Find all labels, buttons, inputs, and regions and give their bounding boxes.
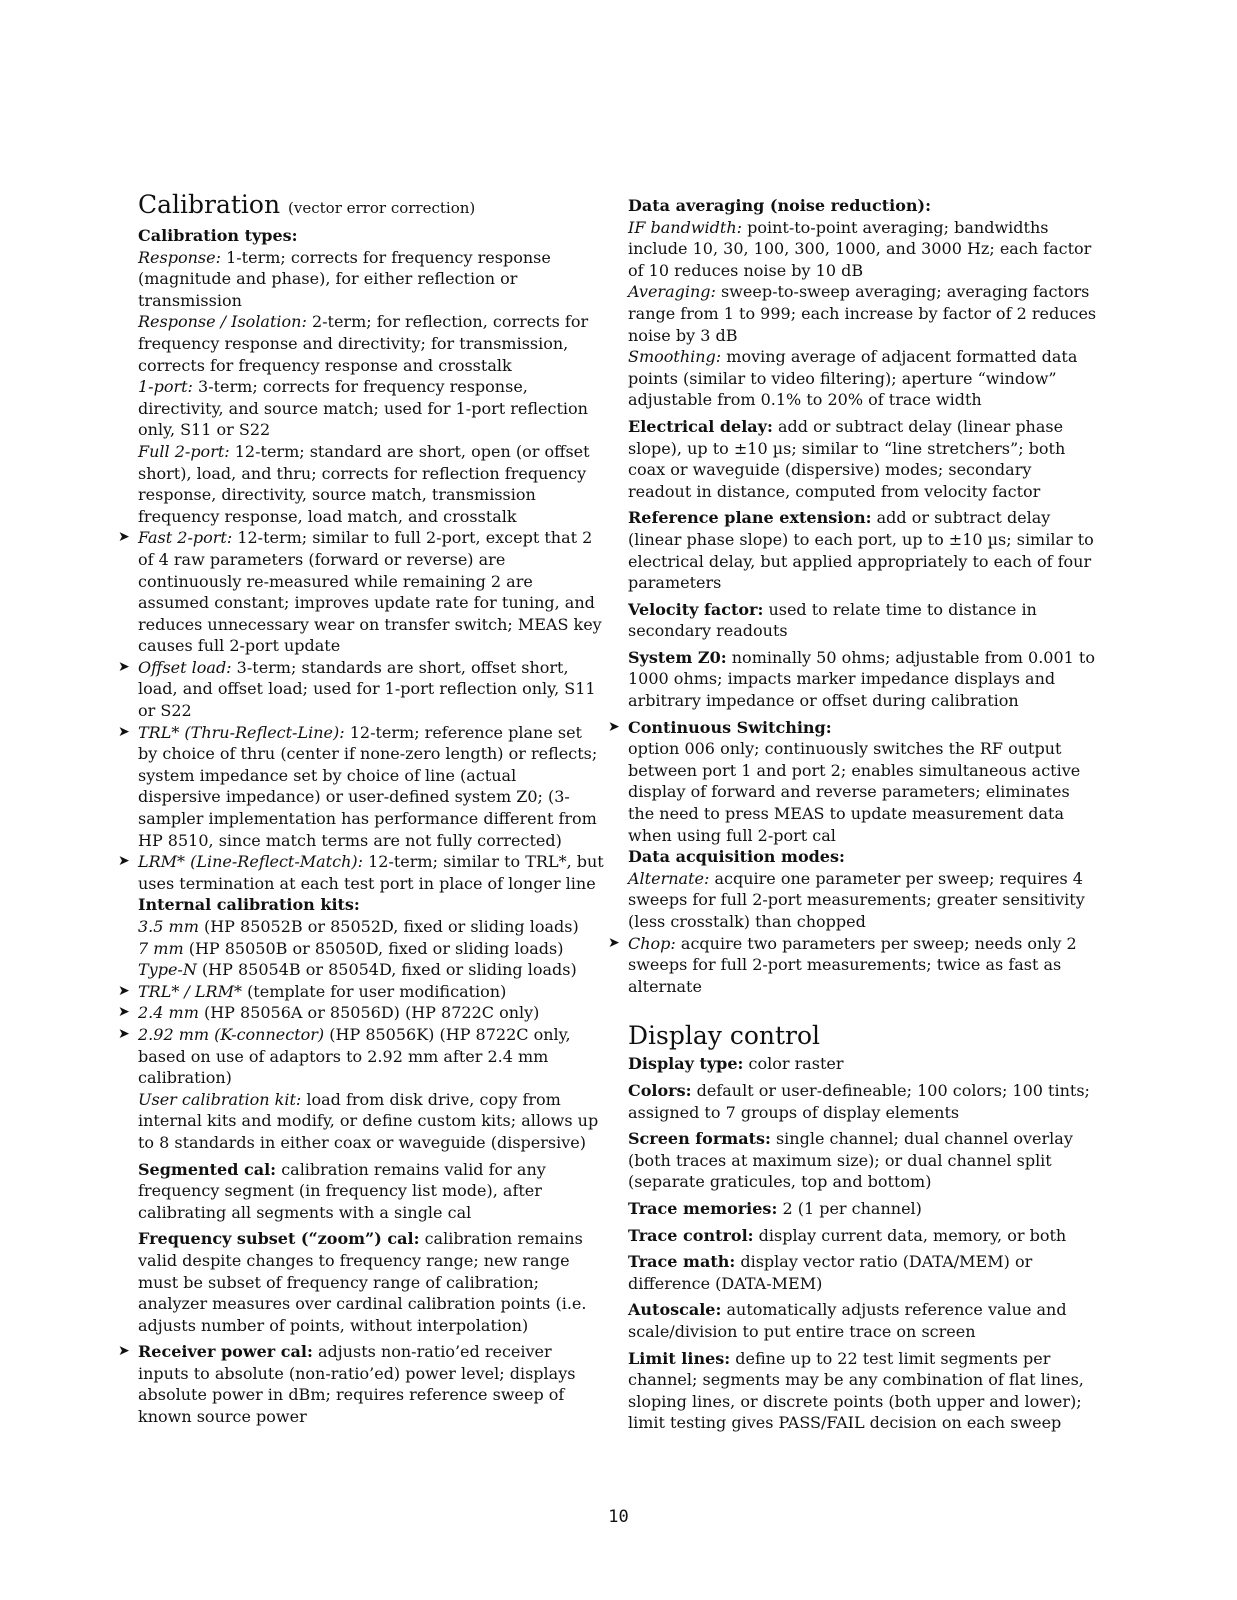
description: 12-term; similar to TRL*, but uses termination at each test port in place of longer line [138, 852, 604, 893]
cal-type-fast-2-port [118, 527, 604, 657]
pointing-hand-icon: ➤ [118, 982, 130, 999]
term: Velocity factor: [628, 599, 764, 619]
term: Reference plane extension: [628, 508, 872, 528]
receiver-power-cal [118, 1341, 604, 1427]
pointing-hand-icon: ➤ [118, 1025, 130, 1042]
cal-type-response-isolation [138, 311, 604, 376]
section-heading: Calibration [138, 190, 281, 219]
cal-type-1-port [138, 376, 604, 441]
acq-chop [608, 933, 1098, 998]
description: add or subtract delay (linear phase slope) to each port, up to ±10 µs; similar to electrical delay, but applied appropriately to each of four parameters [628, 508, 1094, 593]
avg-smoothing [628, 346, 1098, 411]
description: (template for user modification) [247, 981, 507, 1001]
data-averaging-heading: Data averaging (noise reduction): [628, 196, 931, 215]
description: acquire one parameter per sweep; requires 4 sweeps for full 2-port measurements; greater sensitivity (less crosstalk) than chopped [628, 868, 1085, 931]
description: display vector ratio (DATA/MEM) or difference (DATA-MEM) [628, 1252, 1033, 1293]
description: (HP 85052B or 85052D, fixed or sliding loads) [203, 917, 579, 936]
description: nominally 50 ohms; adjustable from 0.001 to 1000 ohms; impacts marker impedance displays and arbitrary impedance or offset during calibration [628, 647, 1095, 711]
continuous-switching [608, 717, 1098, 847]
description: 3-term; standards are short, offset short, load, and offset load; used for 1-port reflection only, S11 or S22 [138, 657, 596, 721]
term: Colors: [628, 1080, 692, 1100]
display-limit-lines [628, 1348, 1098, 1434]
term: 3.5 mm [138, 917, 199, 936]
pointing-hand-icon: ➤ [118, 1004, 130, 1021]
description: point-to-point averaging; bandwidths include 10, 30, 100, 300, 1000, and 3000 Hz; each factor of 10 reduces noise by 10 dB [628, 217, 1092, 280]
description: add or subtract delay (linear phase slope), up to ±10 µs; similar to “line stretchers”; both coax or waveguide (dispersive) modes; secondary readout in distance, computed from velocity factor [628, 416, 1066, 501]
kit-7-mm [138, 938, 604, 960]
description: 12-term; standard are short, open (or offset short), load, and thru; corrects for reflection frequency response, directivity, source match, transmission frequency response, load match, and crosstalk [138, 441, 590, 526]
page-number: 10 [608, 1507, 629, 1527]
term: 2.92 mm (K-connector) [138, 1024, 325, 1044]
description: 2-term; for reflection, corrects for frequency response and directivity; for transmission, corrects for frequency response and crosstalk [138, 312, 589, 375]
term: User calibration kit: [138, 1089, 302, 1109]
description: 1-term; corrects for frequency response (magnitude and phase), for either reflection or transmission [138, 247, 551, 310]
display-screen-formats [628, 1128, 1098, 1193]
section-subheading: (vector error correction) [288, 199, 476, 217]
segmented-cal [138, 1159, 604, 1224]
display-trace-math [628, 1251, 1098, 1294]
display-type [628, 1053, 1098, 1075]
description: (HP 85056A or 85056D) (HP 8722C only) [203, 1003, 540, 1023]
left-column [118, 190, 604, 1428]
display-trace-memories [628, 1198, 1098, 1220]
description: adjusts non-ratio’ed receiver inputs to absolute (non-ratio’ed) power level; displays absolute power in dBm; requires reference sweep of known source power [138, 1342, 576, 1427]
term: LRM* (Line-Reflect-Match): [138, 852, 364, 872]
term: Continuous Switching: [628, 717, 832, 737]
term: Chop: [628, 933, 676, 953]
description: acquire two parameters per sweep; needs only 2 sweeps for full 2-port measurements; twice as fast as alternate [628, 933, 1077, 996]
term: IF bandwidth: [628, 217, 743, 237]
term: Autoscale: [628, 1300, 722, 1320]
calibration-types-heading: Calibration types: [138, 226, 298, 245]
term: Response: [138, 247, 221, 267]
term: Trace memories: [628, 1198, 778, 1218]
term: Screen formats: [628, 1129, 771, 1149]
description: moving average of adjacent formatted data points (similar to video filtering); aperture “window” adjustable from 0.1% to 20% of trace width [628, 347, 1078, 410]
kit-user [138, 1089, 604, 1154]
kit-3-5-mm [138, 916, 604, 938]
term: Segmented cal: [138, 1159, 277, 1179]
description: (HP 85054B or 85054D, fixed or sliding loads) [201, 960, 577, 980]
term: 7 mm [138, 938, 184, 958]
avg-if-bandwidth [628, 217, 1098, 282]
display-control-title: Display control [628, 1021, 821, 1051]
term: Response / Isolation: [138, 312, 307, 332]
reference-plane-extension [628, 507, 1098, 593]
description: load from disk drive, copy from internal kits and modify, or define custom kits; allows up to 8 standards in either coax or waveguide (dispersive) [138, 1089, 599, 1152]
term: 1-port: [138, 377, 193, 397]
term: Receiver power cal: [138, 1342, 313, 1362]
cal-type-trl [118, 722, 604, 852]
term: Alternate: [628, 868, 710, 888]
term: Offset load: [138, 657, 232, 677]
kit-2-92-mm [118, 1024, 604, 1089]
description: calibration remains valid despite changes to frequency range; new range must be subset of frequency range of calibration; analyzer measures over cardinal calibration points (i.e. adjusts number of points, without interpolation) [138, 1229, 587, 1335]
internal-kits-heading: Internal calibration kits: [138, 895, 360, 915]
display-colors [628, 1080, 1098, 1123]
description: automatically adjusts reference value and scale/division to put entire trace on screen [628, 1300, 1067, 1341]
term: Averaging: [628, 282, 716, 302]
term: Type-N [138, 960, 197, 980]
term: TRL* / LRM* [138, 981, 242, 1001]
term: TRL* (Thru-Reflect-Line): [138, 722, 345, 742]
description: 3-term; corrects for frequency response, directivity, and source match; used for 1-port reflection only, S11 or S22 [138, 377, 588, 440]
description: 2 (1 per channel) [782, 1198, 922, 1218]
pointing-hand-icon: ➤ [118, 658, 130, 675]
cal-type-full-2-port [138, 441, 604, 527]
pointing-hand-icon: ➤ [118, 853, 130, 870]
description: sweep-to-sweep averaging; averaging factors range from 1 to 999; each increase by factor of 2 reduces noise by 3 dB [628, 282, 1097, 345]
avg-averaging [628, 281, 1098, 346]
acquisition-heading: Data acquisition modes: [628, 847, 845, 867]
term: Frequency subset (“zoom”) cal: [138, 1229, 420, 1249]
term: Limit lines: [628, 1348, 731, 1368]
term: Electrical delay: [628, 416, 773, 436]
pointing-hand-icon: ➤ [118, 723, 130, 740]
velocity-factor [628, 599, 1098, 642]
description: (HP 85056K) (HP 8722C only, based on use of adaptors to 2.92 mm after 2.4 mm calibration) [138, 1024, 571, 1088]
term: Fast 2-port: [138, 528, 233, 548]
kit-2-4-mm [118, 1002, 604, 1024]
cal-type-response [138, 247, 604, 312]
description: default or user-defineable; 100 colors; 100 tints; assigned to 7 groups of display elements [628, 1080, 1090, 1122]
term: Smoothing: [628, 347, 722, 367]
description: calibration remains valid for any frequency segment (in frequency list mode), after calibrating all segments with a single cal [138, 1159, 546, 1222]
acq-alternate [628, 868, 1098, 933]
electrical-delay [628, 416, 1098, 502]
description: color raster [748, 1054, 844, 1074]
cal-type-offset-load [118, 657, 604, 722]
description: 12-term; similar to full 2-port, except that 2 of 4 raw parameters (forward or reverse) are continuously re-measured while remaining 2 are assumed constant; improves update rate for tuning, and reduces unnecessary wear on transfer switch; MEAS key causes full 2-port update [138, 528, 602, 656]
term: 2.4 mm [138, 1003, 199, 1023]
pointing-arrow-icon: ➤ [608, 718, 620, 735]
pointing-hand-icon: ➤ [608, 934, 620, 951]
description: option 006 only; continuously switches the RF output between port 1 and port 2; enables simultaneous active display of forward and reverse parameters; eliminates the need to press MEAS to update measurement data when using full 2-port cal [628, 739, 1081, 845]
term: Display type: [628, 1054, 744, 1074]
description: single channel; dual channel overlay (both traces at maximum size); or dual channel split (separate graticules, top and bottom) [628, 1129, 1073, 1192]
cal-type-lrm [118, 851, 604, 894]
term: Full 2-port: [138, 441, 230, 461]
term: Trace math: [628, 1252, 736, 1272]
kit-type-n [138, 959, 604, 981]
system-z0 [628, 647, 1098, 712]
description: define up to 22 test limit segments per channel; segments may be any combination of flat lines, sloping lines, or discrete points (both upper and lower); limit testing gives PASS/FAIL decision on each sweep [628, 1348, 1084, 1433]
right-column [608, 195, 1098, 1434]
description: display current data, memory, or both [758, 1225, 1067, 1245]
frequency-subset-cal [138, 1228, 604, 1336]
description: 12-term; reference plane set by choice of thru (center if none-zero length) or reflects; system impedance set by choice of line (actual dispersive impedance) or user-defined system Z0; (3-sampler implementation has performance different from HP 8510, since match terms are not fully corrected) [138, 722, 598, 850]
calibration-section-title [138, 190, 604, 223]
term: System Z0: [628, 647, 727, 667]
display-autoscale [628, 1299, 1098, 1342]
description: used to relate time to distance in secondary readouts [628, 599, 1037, 641]
display-trace-control [628, 1225, 1098, 1247]
pointing-hand-icon: ➤ [118, 1343, 130, 1360]
kit-trl-lrm [118, 981, 604, 1003]
term: Trace control: [628, 1225, 754, 1245]
description: (HP 85050B or 85050D, fixed or sliding loads) [188, 938, 564, 958]
pointing-hand-icon: ➤ [118, 529, 130, 546]
